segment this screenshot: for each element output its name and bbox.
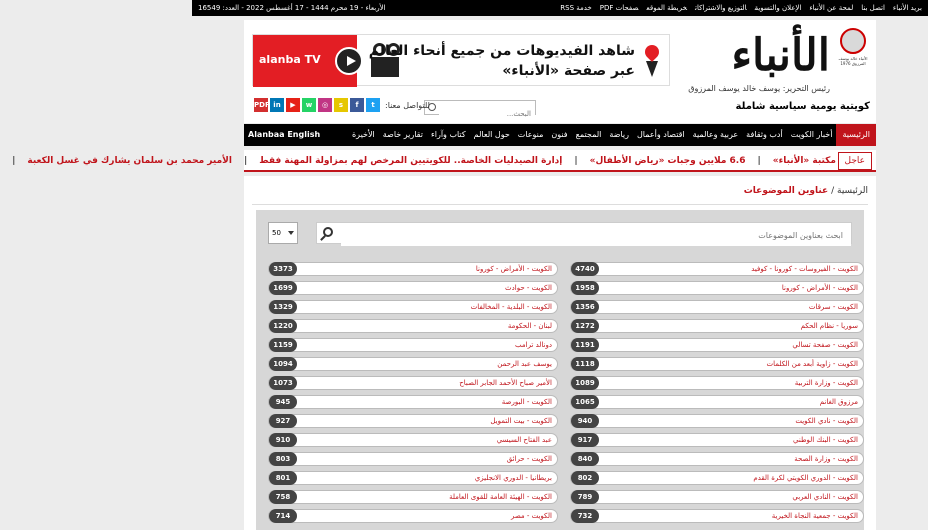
top-link[interactable]: الإعلان والتسويق	[754, 4, 802, 12]
pdf-icon[interactable]: PDF	[254, 98, 268, 112]
topic-title[interactable]: سوريا - نظام الحكم	[800, 322, 858, 330]
top-links	[552, 0, 922, 16]
founder-photo	[840, 28, 866, 54]
site-header	[244, 20, 876, 123]
topic-row	[268, 507, 864, 526]
twitter-icon[interactable]: t	[366, 98, 380, 112]
topic-item[interactable]	[570, 376, 864, 390]
topic-row	[268, 298, 864, 317]
top-link[interactable]: خدمة RSS	[560, 4, 592, 12]
play-icon	[335, 47, 363, 75]
topic-title[interactable]: الكويت - جمعية النجاة الخيرية	[771, 512, 858, 520]
top-link[interactable]: خريطة الموقع	[646, 4, 687, 12]
topic-title[interactable]: مرزوق الغانم	[819, 398, 858, 406]
topic-title[interactable]: الكويت - نادي الكويت	[795, 417, 858, 425]
topic-title[interactable]: الكويت - زاوية أبعد من الكلمات	[766, 360, 858, 368]
topic-row	[268, 336, 864, 355]
social-icons	[252, 98, 380, 112]
ticker-separator: |	[243, 156, 248, 166]
topic-count-badge: 1094	[269, 357, 297, 371]
topic-title[interactable]: الكويت - الأمراض - كورونا	[781, 284, 858, 292]
banner-tv-label: alanba TV	[259, 53, 321, 66]
breaking-news-ticker	[12, 150, 876, 172]
topic-count-badge: 1220	[269, 319, 297, 333]
divider	[252, 204, 868, 205]
topic-count-badge: 1159	[269, 338, 297, 352]
banner-line-2: عبر صفحة «الأنباء»	[502, 63, 635, 79]
topic-count-badge: 732	[571, 509, 599, 523]
topics-grid	[268, 260, 864, 526]
topic-row	[268, 488, 864, 507]
topic-title[interactable]: الكويت - مصر	[510, 512, 552, 520]
topic-row	[268, 393, 864, 412]
top-link[interactable]: بريد الأنباء	[892, 4, 922, 12]
pen-flame-icon	[643, 45, 661, 79]
topic-count-badge: 758	[269, 490, 297, 504]
instagram-icon[interactable]: ◎	[318, 98, 332, 112]
topic-title[interactable]: الكويت - الأمراض - كورونا	[475, 265, 552, 273]
whatsapp-icon[interactable]: w	[302, 98, 316, 112]
topic-item[interactable]	[268, 509, 558, 523]
topic-item[interactable]	[570, 262, 864, 276]
topic-row	[268, 431, 864, 450]
topic-title[interactable]: الكويت - النادي العربي	[792, 493, 858, 501]
breaking-label: عاجل	[838, 152, 873, 170]
topic-item[interactable]	[570, 281, 864, 295]
topic-item[interactable]	[570, 395, 864, 409]
top-link[interactable]: لمحة عن الأنباء	[809, 4, 854, 12]
topic-count-badge: 801	[269, 471, 297, 485]
nav-item[interactable]: حول العالم	[473, 130, 510, 139]
topic-row	[268, 374, 864, 393]
topic-title[interactable]: الكويت - وزارة الصحة	[794, 455, 858, 463]
topic-title[interactable]: لبنان - الحكومة	[507, 322, 552, 330]
topic-item[interactable]	[268, 490, 558, 504]
topic-title[interactable]: عبد الفتاح السيسي	[496, 436, 552, 444]
topic-item[interactable]	[570, 357, 864, 371]
topic-count-badge: 1118	[571, 357, 599, 371]
topic-item[interactable]	[570, 319, 864, 333]
top-link[interactable]: التوزيع والاشتراكات	[695, 4, 747, 12]
topic-title[interactable]: الكويت - الهيئة العامة للقوى العاملة	[449, 493, 552, 501]
topic-item[interactable]	[268, 281, 558, 295]
topic-item[interactable]	[570, 338, 864, 352]
ticker-items	[0, 150, 836, 172]
nav-item[interactable]: منوعات	[517, 130, 544, 139]
topic-row	[268, 279, 864, 298]
nav-english-link[interactable]: Alanbaa English	[248, 130, 321, 139]
nav-item[interactable]: تقارير خاصة	[382, 130, 423, 139]
topic-title[interactable]: الكويت - الفيروسات - كورونا - كوفيد	[751, 265, 858, 273]
topic-item[interactable]	[268, 395, 558, 409]
topic-count-badge: 4740	[571, 262, 599, 276]
topic-title[interactable]: بريطانيا - الدوري الانجليزي	[474, 474, 552, 482]
topic-item[interactable]	[268, 357, 558, 371]
ticker-item[interactable]: مكتبة «الأنباء»	[772, 156, 836, 166]
topic-row	[268, 260, 864, 279]
banner-line-1: شاهد الفيديوهات من جميع أنحاء العالم	[368, 43, 635, 59]
topic-filter[interactable]	[316, 222, 852, 244]
nav-item[interactable]: المجتمع	[575, 130, 602, 139]
topic-title[interactable]: الكويت - البورصة	[501, 398, 552, 406]
topic-title[interactable]: الأمير صباح الأحمد الجابر الصباح	[459, 379, 552, 387]
topic-row	[268, 317, 864, 336]
chevron-down-icon	[288, 231, 294, 235]
main-content	[244, 176, 876, 530]
top-link[interactable]: صفحات PDF	[599, 4, 639, 12]
topic-title[interactable]: الكويت - سرقات	[808, 303, 858, 311]
topic-count-badge: 927	[269, 414, 297, 428]
topic-search-input[interactable]	[341, 226, 851, 246]
topic-item[interactable]	[268, 471, 558, 485]
topic-item[interactable]	[570, 300, 864, 314]
topic-item[interactable]	[570, 452, 864, 466]
topic-item[interactable]	[268, 414, 558, 428]
social-label: للتواصل معنا:	[385, 100, 430, 110]
social-links	[252, 98, 430, 112]
topic-item[interactable]	[268, 300, 558, 314]
topic-title[interactable]: الكويت - البنك الوطني	[793, 436, 858, 444]
top-link[interactable]: اتصل بنا	[861, 4, 885, 12]
topic-count-badge: 1065	[571, 395, 599, 409]
topic-count-badge: 1089	[571, 376, 599, 390]
topic-count-badge: 1699	[269, 281, 297, 295]
topic-title[interactable]: الكويت - حرائق	[506, 455, 552, 463]
topic-count-badge: 803	[269, 452, 297, 466]
nav-item[interactable]: الرئيسية	[836, 124, 876, 146]
editor-in-chief: رئيس التحرير: يوسف خالد يوسف المرزوق	[688, 84, 830, 93]
topic-title[interactable]: الكويت - بيت التمويل	[490, 417, 552, 425]
nav-item[interactable]: فنون	[551, 130, 568, 139]
nav-item[interactable]: عربية وعالمية	[692, 130, 739, 139]
topic-count-badge: 3373	[269, 262, 297, 276]
breadcrumb	[744, 186, 868, 196]
topic-title[interactable]: دونالد ترامب	[515, 341, 552, 349]
header-search-input[interactable]	[439, 108, 535, 121]
founder-seal	[836, 28, 870, 90]
header-search[interactable]	[424, 100, 536, 115]
topic-item[interactable]	[570, 433, 864, 447]
topic-count-badge: 910	[269, 433, 297, 447]
topic-count-badge: 1329	[269, 300, 297, 314]
topic-count-badge: 802	[571, 471, 599, 485]
topic-item[interactable]	[570, 471, 864, 485]
topic-count-badge: 917	[571, 433, 599, 447]
logo-name: الأنباء	[731, 30, 830, 81]
topic-row	[268, 450, 864, 469]
breadcrumb-home[interactable]: الرئيسية	[837, 186, 868, 196]
ticker-item[interactable]: إدارة الصيدليات الخاصة.. للكويتيين المرخص لهم بمزاولة المهنة فقط	[259, 156, 563, 166]
topic-count-badge: 1356	[571, 300, 599, 314]
topic-row	[268, 412, 864, 431]
topic-count-badge: 1958	[571, 281, 599, 295]
nav-item[interactable]: رياضة	[609, 130, 629, 139]
snapchat-icon[interactable]: s	[334, 98, 348, 112]
topic-count-badge: 1073	[269, 376, 297, 390]
page-size-value: 50	[272, 229, 281, 237]
topic-count-badge: 945	[269, 395, 297, 409]
topic-count-badge: 840	[571, 452, 599, 466]
facebook-icon[interactable]: f	[350, 98, 364, 112]
topic-title[interactable]: الكويت - حوادث	[505, 284, 552, 292]
topic-title[interactable]: الكويت - البلدية - المخالفات	[470, 303, 552, 311]
breadcrumb-current: عناوين الموضوعات	[743, 186, 829, 196]
topic-item[interactable]	[268, 262, 558, 276]
youtube-icon[interactable]: ▶	[286, 98, 300, 112]
nav-item[interactable]: اقتصاد وأعمال	[636, 130, 685, 139]
topic-title[interactable]: يوسف عبد الرحمن	[497, 360, 552, 368]
nav-item[interactable]: أدب وثقافة	[746, 130, 783, 139]
nav-item[interactable]: أخبار الكويت	[790, 130, 833, 139]
topics-panel	[256, 210, 864, 530]
main-nav	[244, 124, 876, 146]
nav-item[interactable]: كتاب وآراء	[430, 130, 466, 139]
banner-text	[369, 41, 635, 81]
topic-item[interactable]	[570, 414, 864, 428]
nav-item[interactable]: الأخيرة	[351, 130, 375, 139]
topic-count-badge: 789	[571, 490, 599, 504]
breadcrumb-separator: /	[828, 186, 835, 196]
topic-count-badge: 1191	[571, 338, 599, 352]
ticker-separator: |	[574, 156, 578, 166]
topic-item[interactable]	[268, 376, 558, 390]
linkedin-icon[interactable]: in	[270, 98, 284, 112]
ticker-item[interactable]: 6.6 ملايين وجبات «رياض الأطفال»	[589, 156, 746, 166]
site-tagline: كويتية يومية سياسية شاملة	[735, 101, 870, 112]
topic-title[interactable]: الكويت - الدوري الكويتي لكرة القدم	[753, 474, 858, 482]
topic-title[interactable]: الكويت - صفحة تسالي	[792, 341, 858, 349]
top-bar	[192, 0, 928, 16]
topic-row	[268, 469, 864, 488]
ticker-separator: |	[757, 156, 761, 166]
topic-item[interactable]	[570, 490, 864, 504]
topic-title[interactable]: الكويت - وزارة التربية	[794, 379, 858, 387]
topic-count-badge: 1272	[571, 319, 599, 333]
topic-item[interactable]	[268, 433, 558, 447]
issue-date: الأربعاء - 19 محرم 1444 - 17 أغسطس 2022 - العدد: 16549	[198, 4, 386, 12]
topic-item[interactable]	[268, 319, 558, 333]
seal-text: الأنباء خالد يوسف المرزوق 1976	[838, 56, 868, 66]
ticker-item[interactable]: الأمير محمد بن سلمان يشارك في غسل الكعبة	[27, 156, 232, 166]
search-icon[interactable]	[323, 227, 333, 237]
topic-count-badge: 714	[269, 509, 297, 523]
topic-item[interactable]	[268, 452, 558, 466]
topic-item[interactable]	[570, 509, 864, 523]
ticker-separator: |	[12, 156, 16, 166]
topic-item[interactable]	[268, 338, 558, 352]
page-size-select[interactable]	[268, 222, 298, 244]
topic-row	[268, 355, 864, 374]
alanba-tv-banner[interactable]	[252, 34, 670, 86]
topic-count-badge: 940	[571, 414, 599, 428]
